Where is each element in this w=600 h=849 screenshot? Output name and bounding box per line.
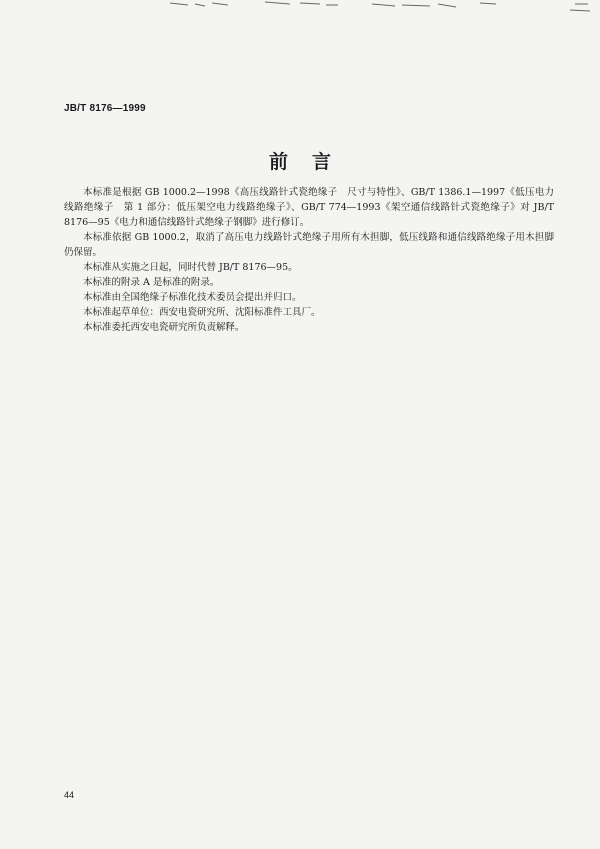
- foreword-paragraph: 本标准从实施之日起，同时代替 JB/T 8176—95。: [83, 262, 298, 273]
- scan-artifact-marks: [0, 0, 600, 20]
- foreword-paragraph: 本标准起草单位：西安电瓷研究所、沈阳标准件工具厂。: [83, 307, 321, 318]
- standard-code: JB/T 8176—1999: [64, 103, 146, 114]
- foreword-paragraph: 本标准委托西安电瓷研究所负责解释。: [83, 322, 245, 333]
- page-title: 前言: [268, 151, 355, 173]
- foreword-paragraph: 本标准依据 GB 1000.2，取消了高压电力线路针式绝缘子用所有木担脚，低压线路和通信线路绝缘子用木担脚仍保留。: [64, 232, 554, 258]
- foreword-paragraph: 本标准由全国绝缘子标准化技术委员会提出并归口。: [83, 292, 302, 303]
- page-number: 44: [64, 790, 75, 800]
- foreword-paragraph: 本标准的附录 A 是标准的附录。: [83, 277, 220, 288]
- foreword-paragraph: 本标准是根据 GB 1000.2—1998《高压线路针式瓷绝缘子 尺寸与特性》、GB/T 1386.1—1997《低压电力线路绝缘子 第 1 部分：低压架空电力线路绝缘子》、GB/T 774—1993《架空通信线路针式瓷绝缘子》对 JB/T 8176—95《电力和通信线路针式绝缘子钢脚》进行修订。: [64, 187, 554, 228]
- foreword-body: [64, 185, 554, 335]
